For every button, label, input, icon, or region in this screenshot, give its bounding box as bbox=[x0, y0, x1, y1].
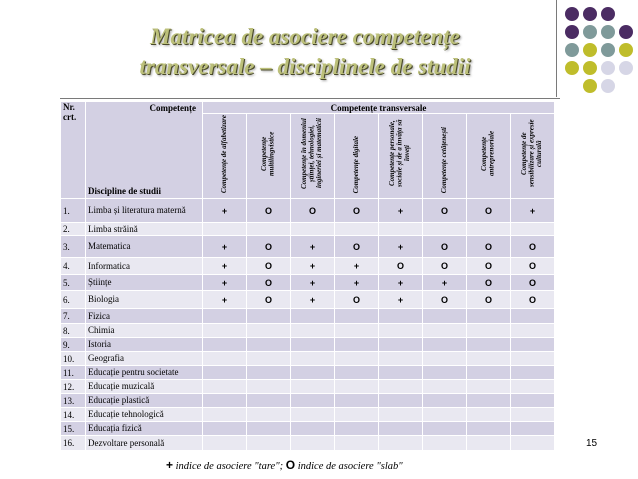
dot-olive bbox=[619, 43, 633, 57]
association-cell: + bbox=[335, 275, 379, 291]
header-row bbox=[61, 102, 555, 114]
association-cell bbox=[291, 338, 335, 352]
association-cell bbox=[203, 223, 247, 236]
row-number: 10. bbox=[61, 352, 86, 366]
dot-purple bbox=[565, 7, 579, 21]
association-cell: O bbox=[511, 291, 555, 309]
association-cell bbox=[379, 422, 423, 436]
dot-purple bbox=[583, 7, 597, 21]
association-cell bbox=[203, 366, 247, 380]
association-cell bbox=[247, 394, 291, 408]
legend-o-symbol: O bbox=[285, 458, 296, 472]
row-discipline: Limba străină bbox=[86, 223, 203, 236]
dot-olive bbox=[583, 79, 597, 93]
association-cell bbox=[203, 324, 247, 338]
association-cell bbox=[203, 408, 247, 422]
association-cell bbox=[291, 223, 335, 236]
association-cell bbox=[423, 309, 467, 324]
association-cell bbox=[291, 324, 335, 338]
association-cell: + bbox=[379, 199, 423, 223]
association-cell bbox=[203, 309, 247, 324]
association-cell bbox=[467, 223, 511, 236]
association-cell: + bbox=[203, 275, 247, 291]
association-cell bbox=[203, 394, 247, 408]
column-header bbox=[203, 114, 247, 199]
association-cell bbox=[291, 408, 335, 422]
association-cell bbox=[335, 366, 379, 380]
association-cell: O bbox=[247, 236, 291, 258]
row-number: 12. bbox=[61, 380, 86, 394]
table-row bbox=[61, 380, 555, 394]
association-cell: O bbox=[467, 275, 511, 291]
association-cell bbox=[247, 422, 291, 436]
row-discipline: Geografia bbox=[86, 352, 203, 366]
association-cell bbox=[335, 352, 379, 366]
association-cell bbox=[335, 408, 379, 422]
row-discipline: Dezvoltare personală bbox=[86, 436, 203, 451]
association-cell bbox=[467, 436, 511, 451]
discipline-label: Discipline de studii bbox=[88, 186, 162, 196]
association-cell: + bbox=[291, 258, 335, 275]
association-cell bbox=[467, 338, 511, 352]
row-discipline: Educație pentru societate bbox=[86, 366, 203, 380]
association-cell bbox=[379, 223, 423, 236]
association-cell bbox=[335, 394, 379, 408]
competence-matrix-table bbox=[60, 101, 555, 451]
column-header-label: Competențe antreprenoriale bbox=[480, 130, 496, 177]
table-row bbox=[61, 291, 555, 309]
association-cell: O bbox=[335, 291, 379, 309]
association-cell: O bbox=[379, 258, 423, 275]
table-row bbox=[61, 275, 555, 291]
association-cell bbox=[467, 380, 511, 394]
table-row bbox=[61, 309, 555, 324]
table-row bbox=[61, 199, 555, 223]
association-cell: + bbox=[291, 275, 335, 291]
association-cell bbox=[423, 324, 467, 338]
row-discipline: Educație plastică bbox=[86, 394, 203, 408]
table-row bbox=[61, 394, 555, 408]
association-cell bbox=[511, 338, 555, 352]
association-cell: O bbox=[511, 258, 555, 275]
association-cell bbox=[335, 436, 379, 451]
dot-olive bbox=[583, 43, 597, 57]
association-cell bbox=[291, 352, 335, 366]
row-number: 5. bbox=[61, 275, 86, 291]
competente-transversale-header: Competențe transversale bbox=[203, 102, 555, 114]
dot-teal bbox=[583, 25, 597, 39]
slide-title-line2: transversale – disciplinele de studii bbox=[139, 54, 471, 79]
row-discipline: Educație tehnologică bbox=[86, 408, 203, 422]
column-header-label: Competențe personale, sociale și de a învăța să înveți bbox=[388, 119, 412, 188]
association-cell bbox=[247, 223, 291, 236]
row-number: 3. bbox=[61, 236, 86, 258]
competente-discipline-header bbox=[86, 102, 203, 199]
association-cell bbox=[335, 422, 379, 436]
association-cell: + bbox=[203, 236, 247, 258]
association-cell bbox=[291, 309, 335, 324]
row-discipline: Fizica bbox=[86, 309, 203, 324]
association-cell bbox=[291, 436, 335, 451]
association-cell: O bbox=[423, 258, 467, 275]
association-cell bbox=[247, 436, 291, 451]
table-row bbox=[61, 366, 555, 380]
table-row bbox=[61, 236, 555, 258]
row-discipline: Biologia bbox=[86, 291, 203, 309]
association-cell: O bbox=[467, 291, 511, 309]
table-row bbox=[61, 436, 555, 451]
row-number: 13. bbox=[61, 394, 86, 408]
row-number: 16. bbox=[61, 436, 86, 451]
column-header bbox=[335, 114, 379, 199]
vertical-divider bbox=[556, 0, 557, 97]
dot-lavender bbox=[619, 61, 633, 75]
competente-label: Competențe bbox=[149, 103, 196, 113]
dot-teal bbox=[565, 43, 579, 57]
dot-purple bbox=[565, 25, 579, 39]
association-cell bbox=[379, 408, 423, 422]
association-cell: + bbox=[203, 291, 247, 309]
column-header-label: Competențe multilingvistice bbox=[260, 131, 276, 176]
association-cell bbox=[423, 338, 467, 352]
horizontal-divider bbox=[60, 98, 560, 99]
association-cell bbox=[423, 436, 467, 451]
column-header bbox=[379, 114, 423, 199]
row-number: 8. bbox=[61, 324, 86, 338]
association-cell: O bbox=[423, 236, 467, 258]
association-cell bbox=[247, 366, 291, 380]
association-cell: O bbox=[467, 199, 511, 223]
association-cell: + bbox=[511, 199, 555, 223]
table-row bbox=[61, 223, 555, 236]
association-cell: O bbox=[247, 258, 291, 275]
association-cell bbox=[203, 422, 247, 436]
association-cell: O bbox=[247, 199, 291, 223]
association-cell bbox=[467, 324, 511, 338]
association-cell: O bbox=[423, 291, 467, 309]
association-cell bbox=[423, 380, 467, 394]
slide-title-line1: Matricea de asociere competențe bbox=[150, 24, 460, 49]
column-header bbox=[467, 114, 511, 199]
association-cell bbox=[423, 422, 467, 436]
association-cell bbox=[379, 338, 423, 352]
row-number: 2. bbox=[61, 223, 86, 236]
row-number: 14. bbox=[61, 408, 86, 422]
dot-lavender bbox=[601, 61, 615, 75]
column-header bbox=[423, 114, 467, 199]
association-cell bbox=[511, 380, 555, 394]
association-cell: O bbox=[335, 236, 379, 258]
decorative-dots bbox=[563, 5, 637, 97]
association-cell bbox=[291, 380, 335, 394]
association-cell bbox=[247, 408, 291, 422]
association-cell bbox=[511, 324, 555, 338]
association-cell bbox=[247, 324, 291, 338]
association-cell: O bbox=[467, 258, 511, 275]
dot-purple bbox=[601, 7, 615, 21]
dot-teal bbox=[601, 43, 615, 57]
column-header bbox=[291, 114, 335, 199]
association-cell bbox=[467, 422, 511, 436]
row-number: 6. bbox=[61, 291, 86, 309]
association-cell: + bbox=[423, 275, 467, 291]
table-row bbox=[61, 324, 555, 338]
association-cell bbox=[511, 223, 555, 236]
dot-lavender bbox=[601, 79, 615, 93]
row-number: 15. bbox=[61, 422, 86, 436]
association-cell bbox=[511, 366, 555, 380]
association-cell bbox=[511, 352, 555, 366]
column-header-label: Competențe de sensibilizare și expresie culturală bbox=[520, 119, 544, 188]
legend-plus-symbol: + bbox=[166, 458, 174, 472]
association-cell: + bbox=[203, 199, 247, 223]
matrix-body bbox=[61, 199, 555, 451]
slide-title bbox=[60, 22, 550, 82]
association-cell: + bbox=[379, 291, 423, 309]
association-cell: O bbox=[511, 236, 555, 258]
association-cell bbox=[511, 309, 555, 324]
table-row bbox=[61, 408, 555, 422]
association-cell bbox=[247, 338, 291, 352]
dot-purple bbox=[619, 25, 633, 39]
association-cell bbox=[423, 408, 467, 422]
row-discipline: Informatica bbox=[86, 258, 203, 275]
row-number: 11. bbox=[61, 366, 86, 380]
association-cell bbox=[379, 324, 423, 338]
association-cell bbox=[423, 352, 467, 366]
association-cell bbox=[511, 394, 555, 408]
association-cell bbox=[203, 352, 247, 366]
legend-o-text: indice de asociere "slab" bbox=[297, 461, 403, 472]
row-discipline: Istoria bbox=[86, 338, 203, 352]
association-cell bbox=[335, 309, 379, 324]
association-cell: + bbox=[379, 275, 423, 291]
association-cell: + bbox=[291, 236, 335, 258]
association-cell bbox=[291, 366, 335, 380]
page-number: 15 bbox=[586, 438, 598, 449]
column-header bbox=[511, 114, 555, 199]
legend-plus-text: indice de asociere "tare"; bbox=[175, 461, 284, 472]
row-number: 9. bbox=[61, 338, 86, 352]
association-cell bbox=[379, 352, 423, 366]
row-discipline: Limba și literatura maternă bbox=[86, 199, 203, 223]
association-cell: O bbox=[247, 291, 291, 309]
association-cell bbox=[467, 352, 511, 366]
association-cell bbox=[203, 436, 247, 451]
association-cell: O bbox=[511, 275, 555, 291]
association-cell: + bbox=[291, 291, 335, 309]
association-cell bbox=[203, 380, 247, 394]
association-cell bbox=[467, 408, 511, 422]
association-cell: + bbox=[379, 236, 423, 258]
association-cell: O bbox=[291, 199, 335, 223]
nr-crt-header: Nr. crt. bbox=[61, 102, 86, 199]
association-cell bbox=[335, 223, 379, 236]
association-cell: O bbox=[467, 236, 511, 258]
association-cell bbox=[335, 380, 379, 394]
column-header bbox=[247, 114, 291, 199]
column-header-label: Competențe de alfabetizare bbox=[219, 114, 228, 193]
association-cell: O bbox=[423, 199, 467, 223]
association-cell bbox=[467, 366, 511, 380]
association-cell bbox=[379, 309, 423, 324]
association-cell bbox=[379, 436, 423, 451]
row-number: 4. bbox=[61, 258, 86, 275]
association-cell bbox=[379, 380, 423, 394]
row-discipline: Științe bbox=[86, 275, 203, 291]
row-discipline: Educația fizică bbox=[86, 422, 203, 436]
association-cell bbox=[511, 408, 555, 422]
table-row bbox=[61, 352, 555, 366]
table-row bbox=[61, 258, 555, 275]
association-cell bbox=[423, 223, 467, 236]
association-cell bbox=[423, 394, 467, 408]
row-number: 7. bbox=[61, 309, 86, 324]
association-cell bbox=[247, 380, 291, 394]
association-cell bbox=[291, 422, 335, 436]
association-cell bbox=[291, 394, 335, 408]
column-header-label: Competențe digitale bbox=[351, 135, 360, 193]
association-cell bbox=[511, 436, 555, 451]
row-number: 1. bbox=[61, 199, 86, 223]
association-cell bbox=[203, 338, 247, 352]
association-cell bbox=[423, 366, 467, 380]
association-cell: O bbox=[335, 199, 379, 223]
legend bbox=[166, 458, 403, 472]
column-header-label: Competențe în domeniul științei, tehnologiei, ingineriei și matematicii bbox=[300, 118, 324, 189]
row-discipline: Matematica bbox=[86, 236, 203, 258]
association-cell bbox=[247, 309, 291, 324]
dot-olive bbox=[583, 61, 597, 75]
table-row bbox=[61, 338, 555, 352]
association-cell: + bbox=[203, 258, 247, 275]
association-cell bbox=[467, 394, 511, 408]
association-cell bbox=[335, 338, 379, 352]
association-cell bbox=[511, 422, 555, 436]
column-header-label: Competențe cetățenești bbox=[439, 126, 448, 193]
association-cell: + bbox=[335, 258, 379, 275]
association-cell bbox=[379, 394, 423, 408]
association-cell bbox=[467, 309, 511, 324]
association-cell: O bbox=[247, 275, 291, 291]
association-cell bbox=[379, 366, 423, 380]
dot-teal bbox=[601, 25, 615, 39]
association-cell bbox=[335, 324, 379, 338]
dot-olive bbox=[565, 61, 579, 75]
table-row bbox=[61, 422, 555, 436]
association-cell bbox=[247, 352, 291, 366]
row-discipline: Chimia bbox=[86, 324, 203, 338]
row-discipline: Educație muzicală bbox=[86, 380, 203, 394]
